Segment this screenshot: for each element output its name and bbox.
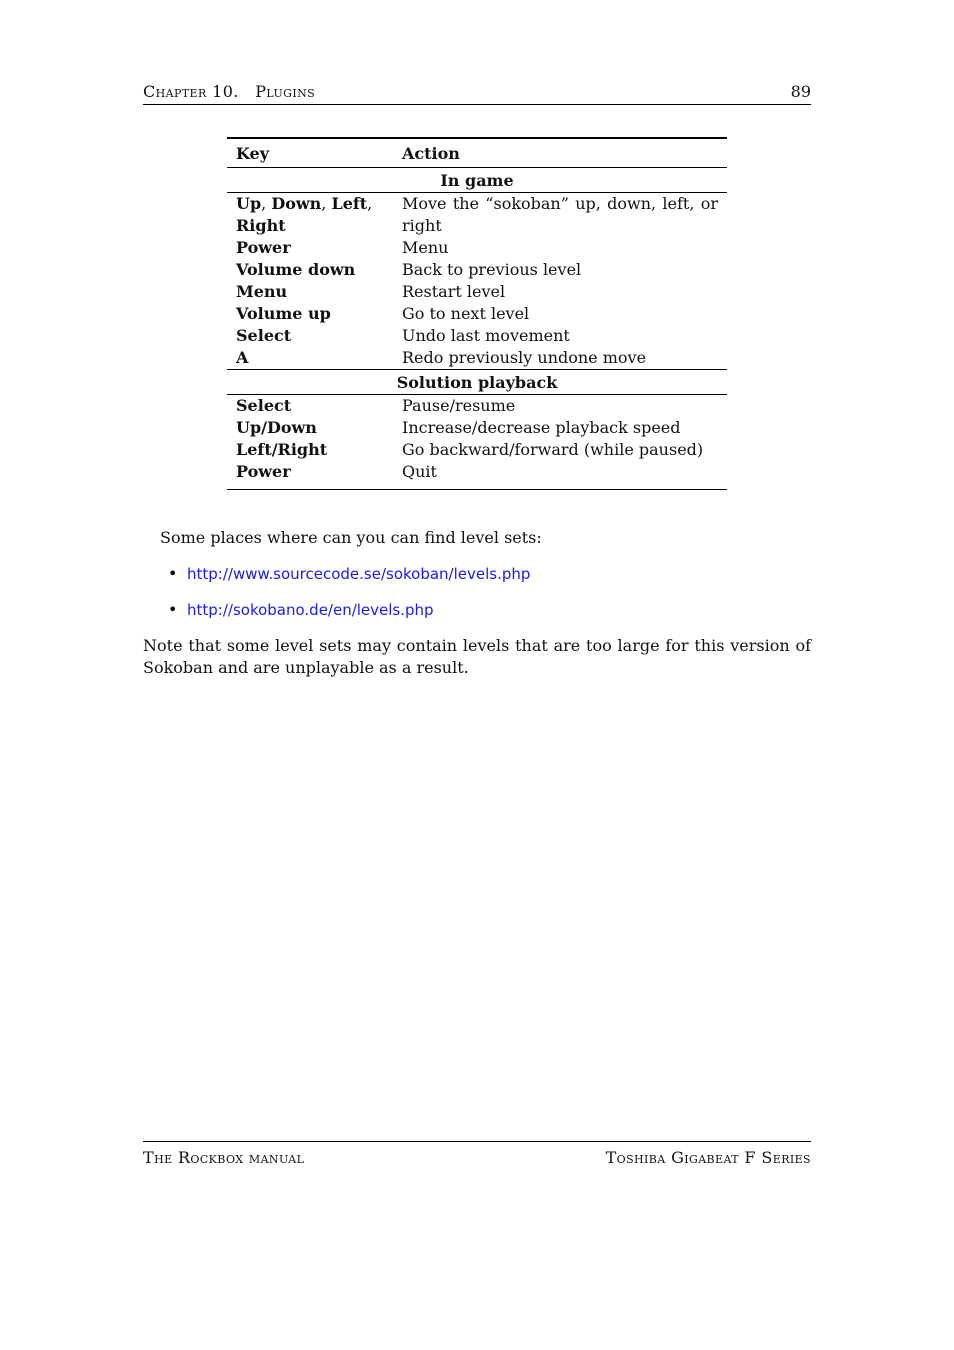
table-row [227,395,727,417]
section-in-game: In game [440,171,514,190]
action-cell: Go to next level [402,304,530,323]
page-number: 89 [790,82,811,101]
section-solution-playback: Solution playback [396,373,558,392]
table-row [227,193,727,215]
action-cell: Go backward/forward (while paused) [402,440,704,459]
table-row [227,215,727,237]
table-row [227,439,727,461]
table-row [227,303,727,325]
action-cell [402,193,718,215]
key-separator: , [367,194,373,213]
key-cell: A [236,348,249,367]
action-cell: Back to previous level [402,260,582,279]
key-cell: Power [236,462,291,481]
key-cell: Right [236,216,286,235]
key-cell: Volume down [236,260,356,279]
key-part: Left [331,194,368,213]
link-sokobano[interactable]: http://sokobano.de/en/levels.php [187,601,434,619]
action-word: the [452,194,480,213]
table-row [227,281,727,303]
action-word: down, [607,194,657,213]
footer-device-series: Toshiba Gigabeat F Series [605,1148,811,1167]
key-part: Up [236,194,262,213]
key-cell: Volume up [236,304,331,323]
action-word: “sokoban” [485,194,569,213]
action-word: up, [575,194,601,213]
table-row [227,237,727,259]
page-footer [143,1141,811,1167]
action-cell: Undo last movement [402,326,570,345]
intro-paragraph: Some places where can you can find level sets: [160,528,542,547]
key-cell: Menu [236,282,288,301]
action-cell: Restart level [402,282,506,301]
table-row [227,461,727,483]
table-row [227,347,727,369]
action-word: or [700,194,718,213]
chapter-title: Chapter 10. Plugins [143,82,316,101]
column-header-action: Action [402,144,460,163]
footer-manual-title: The Rockbox manual [143,1148,305,1167]
action-word: Move [402,194,447,213]
table-header-row [227,139,727,167]
key-cell: Up/Down [236,418,317,437]
key-cell: Left/Right [236,440,328,459]
note-paragraph: Note that some level sets may contain levels that are too large for this version of Sokoban and are unplayable as a result. [143,636,811,677]
column-header-key: Key [236,144,270,163]
table-row [227,417,727,439]
table-row [227,325,727,347]
action-word: left, [662,194,695,213]
action-cell: Pause/resume [402,396,516,415]
action-cell: Redo previously undone move [402,348,647,367]
bullet: • [168,600,178,619]
action-cell: Increase/decrease playback speed [402,418,681,437]
key-cell: Select [236,396,292,415]
action-cell: right [402,216,442,235]
key-separator: , [261,194,272,213]
action-cell: Menu [402,238,449,257]
link-sourcecode[interactable]: http://www.sourcecode.se/sokoban/levels.php [187,565,531,583]
bullet: • [168,564,178,583]
page-header [143,82,811,105]
table-row [227,259,727,281]
key-cell [236,193,372,215]
key-part: Down [271,194,322,213]
key-cell: Select [236,326,292,345]
key-cell: Power [236,238,291,257]
key-table [227,137,727,490]
action-cell: Quit [402,462,437,481]
key-separator: , [321,194,332,213]
